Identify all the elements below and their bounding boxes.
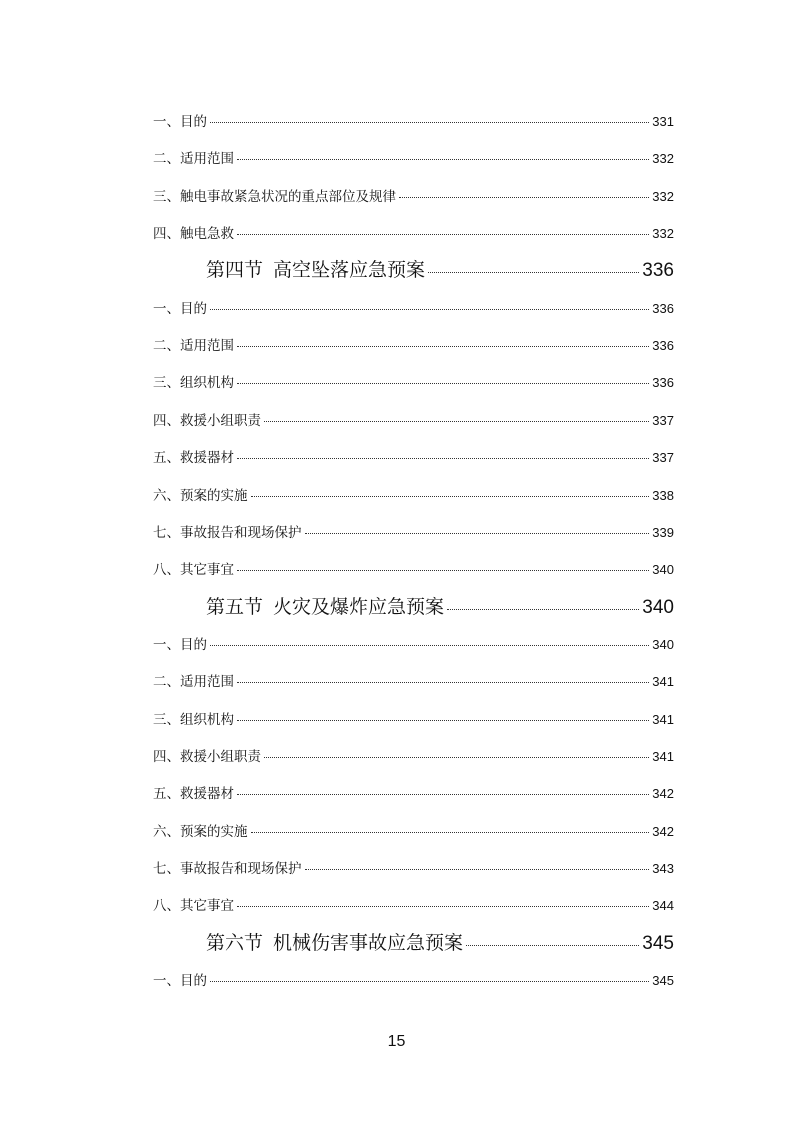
- toc-page-number: 341: [652, 711, 674, 727]
- dot-leader: [210, 309, 649, 310]
- toc-entry-label: 四、触电急救: [153, 226, 234, 243]
- toc-entry-label: 四、救援小组职责: [153, 748, 261, 765]
- dot-leader: [237, 794, 649, 795]
- toc-entry[interactable]: [153, 110, 674, 130]
- toc-entry-label: [206, 592, 444, 619]
- toc-page-number: 336: [652, 338, 674, 354]
- toc-entry[interactable]: [153, 745, 674, 765]
- toc-entry-label: [206, 928, 463, 955]
- toc-section-number: 第四节: [206, 259, 264, 282]
- dot-leader: [264, 421, 649, 422]
- dot-leader: [237, 570, 649, 571]
- dot-leader: [237, 458, 649, 459]
- toc-page-number: 336: [652, 300, 674, 316]
- toc-entry-label: 六、预案的实施: [153, 823, 248, 840]
- dot-leader: [237, 383, 649, 384]
- dot-leader: [305, 869, 650, 870]
- dot-leader: [237, 906, 649, 907]
- toc-entry[interactable]: [153, 857, 674, 877]
- dot-leader: [428, 272, 639, 273]
- dot-leader: [237, 234, 649, 235]
- toc-page-number: 340: [642, 596, 674, 618]
- toc-section-entry[interactable]: [206, 928, 674, 955]
- toc-page-number: 338: [652, 487, 674, 503]
- toc-entry-label: 一、目的: [153, 973, 207, 990]
- toc-entry[interactable]: [153, 782, 674, 802]
- toc-entry-label: 三、组织机构: [153, 711, 234, 728]
- toc-page-number: 332: [652, 188, 674, 204]
- toc-entry-label: 二、适用范围: [153, 674, 234, 691]
- toc-entry-label: [206, 255, 425, 282]
- toc-page-number: 337: [652, 450, 674, 466]
- toc-entry[interactable]: [153, 334, 674, 354]
- toc-entry[interactable]: [153, 446, 674, 466]
- toc-entry[interactable]: [153, 185, 674, 205]
- toc-entry-label: 八、其它事宜: [153, 898, 234, 915]
- toc-page-number: 345: [642, 932, 674, 954]
- toc-entry[interactable]: [153, 521, 674, 541]
- dot-leader: [305, 533, 650, 534]
- toc-entry[interactable]: [153, 558, 674, 578]
- toc-section-entry[interactable]: [206, 255, 674, 282]
- toc-entry-label: 一、目的: [153, 114, 207, 130]
- toc-page-number: 332: [652, 226, 674, 242]
- toc-page-number: 341: [652, 748, 674, 764]
- toc-entry[interactable]: [153, 409, 674, 429]
- dot-leader: [210, 645, 649, 646]
- toc-section-title: 高空坠落应急预案: [273, 259, 426, 282]
- toc-page-number: 342: [652, 786, 674, 802]
- toc-entry[interactable]: [153, 633, 674, 653]
- toc-entry-label: 三、组织机构: [153, 375, 234, 392]
- toc-page-number: 343: [652, 861, 674, 876]
- toc-entry-label: 四、救援小组职责: [153, 412, 261, 429]
- toc-section-number: 第五节: [206, 595, 264, 618]
- toc-entry-label: 六、预案的实施: [153, 487, 248, 504]
- toc-entry-label: 八、其它事宜: [153, 562, 234, 579]
- toc-entry[interactable]: [153, 371, 674, 391]
- dot-leader: [237, 682, 649, 683]
- toc-entry[interactable]: [153, 222, 674, 242]
- dot-leader: [251, 496, 650, 497]
- toc-page-number: 344: [652, 898, 674, 914]
- toc-entry-label: 五、救援器材: [153, 450, 234, 467]
- toc-entry-label: 二、适用范围: [153, 151, 234, 168]
- toc-entry[interactable]: [153, 820, 674, 840]
- dot-leader: [399, 197, 649, 198]
- dot-leader: [237, 720, 649, 721]
- toc-page-number: 332: [652, 151, 674, 167]
- toc-page-number: 339: [652, 524, 674, 540]
- toc-section-title: 机械伤害事故应急预案: [273, 931, 464, 954]
- toc-page-number: 342: [652, 823, 674, 839]
- toc-entry-label: 一、目的: [153, 636, 207, 653]
- toc-entry-label: 一、目的: [153, 300, 207, 317]
- toc-entry-label: 五、救援器材: [153, 786, 234, 803]
- dot-leader: [466, 945, 639, 946]
- toc-page-number: 345: [652, 973, 674, 989]
- toc-section-title: 火灾及爆炸应急预案: [273, 595, 445, 618]
- toc-entry[interactable]: [153, 708, 674, 728]
- toc-entry-label: 七、事故报告和现场保护: [153, 524, 302, 541]
- toc-section-number: 第六节: [206, 931, 264, 954]
- toc-entry[interactable]: [153, 297, 674, 317]
- toc-entry-label: 三、触电事故紧急状况的重点部位及规律: [153, 188, 396, 205]
- toc-page-number: 331: [652, 114, 674, 129]
- page-number: 15: [387, 1033, 406, 1050]
- toc-entry-label: 七、事故报告和现场保护: [153, 861, 302, 877]
- toc-entry[interactable]: [153, 670, 674, 690]
- toc-page-number: 336: [642, 260, 674, 282]
- toc-entry[interactable]: [153, 147, 674, 167]
- toc-entry-label: 二、适用范围: [153, 338, 234, 355]
- toc-entry[interactable]: [153, 969, 674, 989]
- dot-leader: [264, 757, 649, 758]
- toc-entry[interactable]: [153, 484, 674, 504]
- dot-leader: [210, 981, 649, 982]
- dot-leader: [237, 346, 649, 347]
- toc-section-entry[interactable]: [206, 592, 674, 619]
- dot-leader: [210, 122, 649, 123]
- dot-leader: [447, 609, 639, 610]
- toc-page-number: 341: [652, 674, 674, 690]
- dot-leader: [237, 159, 649, 160]
- toc-page-number: 340: [652, 562, 674, 578]
- toc-page-number: 340: [652, 636, 674, 652]
- toc-page-number: 336: [652, 375, 674, 391]
- dot-leader: [251, 832, 650, 833]
- toc-page-number: 337: [652, 412, 674, 428]
- toc-entry[interactable]: [153, 894, 674, 914]
